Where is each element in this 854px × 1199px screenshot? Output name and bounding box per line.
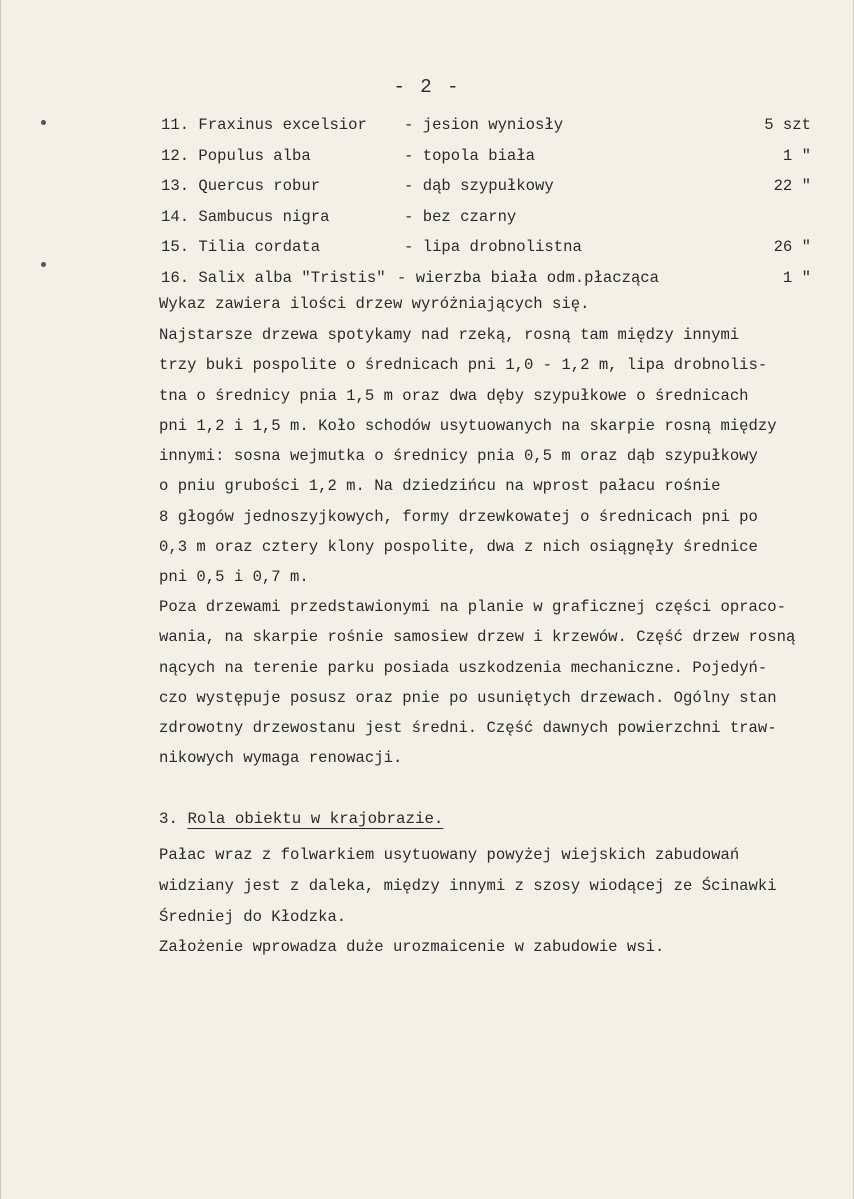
species-polish-name: - topola biała	[404, 146, 536, 165]
section-heading	[159, 810, 443, 828]
species-latin-name: 11. Fraxinus excelsior	[161, 116, 367, 134]
species-quantity: 1 "	[782, 146, 811, 165]
landscape-paragraph	[159, 846, 849, 939]
species-latin-name: 16. Salix alba "Tristis"	[161, 268, 386, 287]
species-polish-name: - wierzba biała odm.płacząca	[397, 268, 660, 287]
enrichment-paragraph	[159, 938, 849, 968]
text-line: nikowych wymaga renowacji.	[159, 749, 403, 768]
text-line: nących na terenie parku posiada uszkodzenia mechaniczne. Pojedyń-	[159, 658, 768, 677]
species-latin-name: 13. Quercus robur	[161, 177, 321, 196]
species-latin-name: 14. Sambucus nigra	[161, 207, 330, 226]
oldest-trees-paragraph	[159, 326, 849, 599]
species-quantity: 26 "	[773, 238, 811, 257]
text-line: Wykaz zawiera ilości drzew wyróżniających się.	[159, 295, 590, 313]
species-latin-name: 12. Populus alba	[161, 146, 311, 165]
species-polish-name: - bez czarny	[404, 207, 517, 226]
species-row	[161, 208, 811, 239]
text-line: o pniu grubości 1,2 m. Na dziedzińcu na wprost pałacu rośnie	[159, 477, 721, 496]
species-row	[161, 116, 811, 147]
species-list	[161, 116, 811, 300]
text-line: Założenie wprowadza duże urozmaicenie w zabudowie wsi.	[159, 938, 665, 956]
section-title: Rola obiektu w krajobrazie.	[187, 810, 444, 828]
text-line: trzy buki pospolite o średnicach pni 1,0 - 1,2 m, lipa drobnolis-	[159, 356, 768, 375]
text-line: Najstarsze drzewa spotykamy nad rzeką, rosną tam między innymi	[159, 326, 740, 344]
text-line: Poza drzewami przedstawionymi na planie w graficznej części opraco-	[159, 598, 786, 616]
text-line: 0,3 m oraz cztery klony pospolite, dwa z nich osiągnęły średnice	[159, 538, 758, 557]
species-latin-name: 15. Tilia cordata	[161, 238, 321, 257]
tree-condition-paragraph	[159, 598, 849, 780]
species-polish-name: - jesion wyniosły	[404, 116, 564, 134]
page-number: - 2 -	[393, 76, 461, 98]
text-line: zdrowotny drzewostanu jest średni. Część dawnych powierzchni traw-	[159, 719, 777, 738]
text-line: tna o średnicy pnia 1,5 m oraz dwa dęby szypułkowe o średnicach	[159, 386, 749, 405]
text-line: wania, na skarpie rośnie samosiew drzew i krzewów. Część drzew rosną	[159, 628, 796, 647]
punch-hole-mark	[41, 120, 46, 125]
species-row	[161, 147, 811, 178]
species-row	[161, 238, 811, 269]
text-line: Średniej do Kłodzka.	[159, 908, 347, 926]
text-line: Pałac wraz z folwarkiem usytuowany powyżej wiejskich zabudowań	[159, 846, 740, 864]
punch-hole-mark	[41, 262, 46, 267]
section-number: 3.	[159, 810, 178, 828]
species-polish-name: - dąb szypułkowy	[404, 177, 554, 196]
species-quantity: 22 "	[773, 177, 811, 196]
species-quantity: 1 "	[782, 268, 811, 287]
text-line: innymi: sosna wejmutka o średnicy pnia 0,5 m oraz dąb szypułkowy	[159, 447, 758, 466]
species-polish-name: - lipa drobnolistna	[404, 238, 582, 257]
text-line: czo występuje posusz oraz pnie po usuniętych drzewach. Ogólny stan	[159, 688, 777, 707]
summary-paragraph	[159, 295, 849, 325]
text-line: 8 głogów jednoszyjkowych, formy drzewkowatej o średnicach pni po	[159, 507, 758, 526]
species-row	[161, 177, 811, 208]
text-line: widziany jest z daleka, między innymi z szosy wiodącej ze Ścinawki	[159, 877, 777, 895]
species-quantity: 5 szt	[764, 116, 811, 134]
text-line: pni 1,2 i 1,5 m. Koło schodów usytuowanych na skarpie rosną między	[159, 416, 777, 435]
text-line: pni 0,5 i 0,7 m.	[159, 568, 309, 587]
